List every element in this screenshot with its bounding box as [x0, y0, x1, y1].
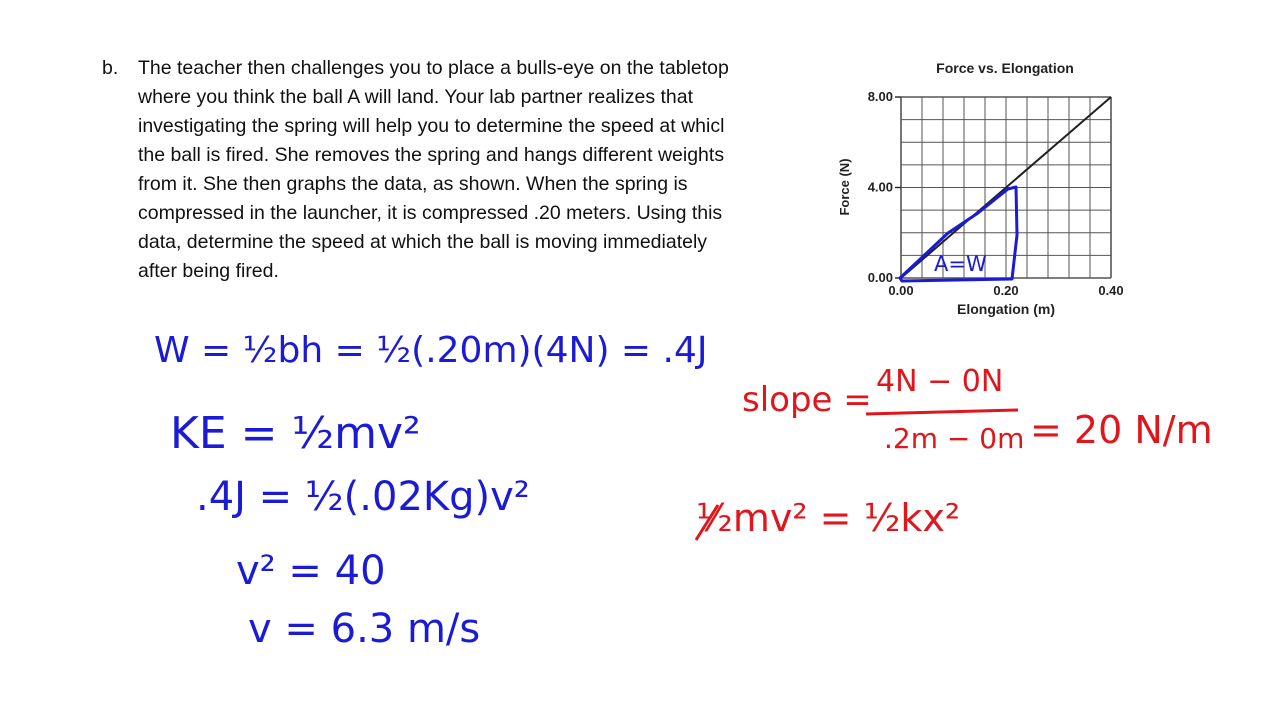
- x-tick-label: 0.20: [993, 283, 1019, 298]
- slope-numerator: 4N − 0N: [876, 364, 1004, 399]
- kinetic-energy-formula: KE = ½mv²: [170, 408, 421, 459]
- y-axis-label: Force (N): [837, 158, 852, 216]
- x-tick-label: 0.00: [888, 283, 914, 298]
- x-axis-label: Elongation (m): [957, 301, 1055, 317]
- area-annotation: A=W: [934, 252, 987, 276]
- y-tick-label: 8.00: [867, 89, 893, 104]
- slope-fraction-bar: [866, 410, 1018, 414]
- problem-line: after being fired.: [138, 260, 279, 282]
- velocity-result: v = 6.3 m/s: [248, 606, 481, 652]
- problem-line: The teacher then challenges you to place a bulls-eye on the tabletop: [138, 57, 729, 79]
- slope-label: slope =: [742, 380, 872, 420]
- problem-line: investigating the spring will help you to determine the speed at whicl: [138, 115, 725, 137]
- energy-equation: ½mv² = ½kx²: [696, 496, 961, 540]
- slope-result: = 20 N/m: [1030, 408, 1213, 452]
- velocity-squared: v² = 40: [236, 548, 386, 594]
- y-tick-label: 0.00: [867, 270, 893, 285]
- chart-title: Force vs. Elongation: [936, 60, 1074, 76]
- problem-label: b.: [102, 57, 119, 79]
- x-tick-label: 0.40: [1098, 283, 1124, 298]
- problem-line: where you think the ball A will land. Your lab partner realizes that: [138, 86, 694, 108]
- problem-line: data, determine the speed at which the ball is moving immediately: [138, 231, 708, 253]
- problem-line: the ball is fired. She removes the spring and hangs different weights: [138, 144, 725, 166]
- kinetic-energy-substitution: .4J = ½(.02Kg)v²: [196, 474, 530, 520]
- problem-line: compressed in the launcher, it is compressed .20 meters. Using this: [138, 202, 723, 224]
- problem-line: from it. She then graphs the data, as shown. When the spring is: [138, 173, 688, 195]
- work-equation: W = ½bh = ½(.20m)(4N) = .4J: [154, 330, 708, 371]
- slope-denominator: .2m − 0m: [884, 422, 1025, 455]
- y-tick-label: 4.00: [867, 179, 893, 195]
